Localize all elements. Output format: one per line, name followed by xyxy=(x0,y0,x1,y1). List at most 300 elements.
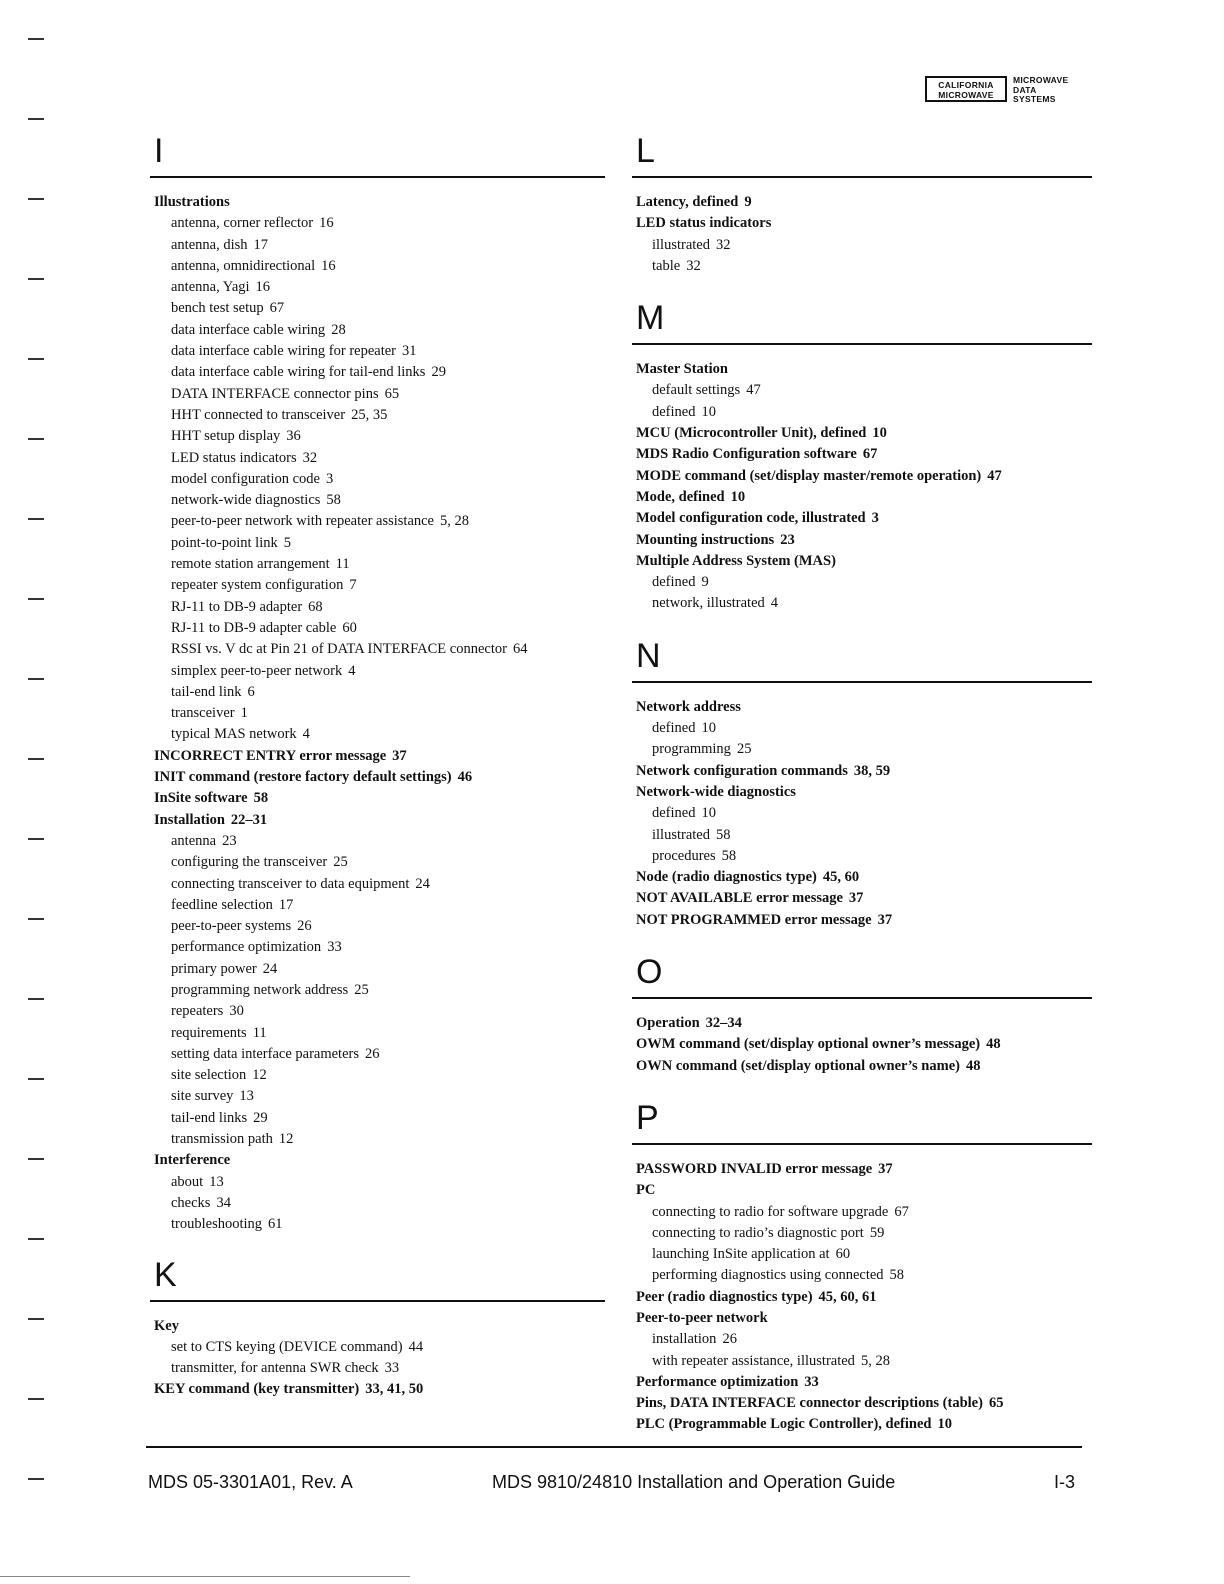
entry-pages: 45, 60, 61 xyxy=(818,1288,877,1305)
entry-text: Peer-to-peer network xyxy=(636,1309,768,1326)
logo-box-line: CALIFORNIA xyxy=(938,80,994,90)
index-subentry xyxy=(150,1108,605,1129)
entry-text: OWM command (set/display optional owner’s message) xyxy=(636,1036,981,1053)
entry-text: programming xyxy=(652,741,731,758)
entry-text: defined xyxy=(652,574,696,591)
entry-text: Operation xyxy=(636,1015,700,1032)
entry-text: data interface cable wiring for tail-end links xyxy=(171,364,426,381)
index-subentry xyxy=(150,362,605,383)
entry-pages: 29 xyxy=(431,364,446,381)
entry-text: HHT connected to transceiver xyxy=(171,406,346,423)
index-entry xyxy=(632,888,1092,909)
index-entry xyxy=(632,1159,1092,1180)
entry-text: troubleshooting xyxy=(171,1216,263,1233)
footer-rule xyxy=(146,1446,1082,1448)
margin-tick xyxy=(28,1398,44,1400)
entry-text: PC xyxy=(636,1182,656,1199)
margin-tick xyxy=(28,358,44,360)
entry-text: Master Station xyxy=(636,361,728,378)
index-entry xyxy=(632,782,1092,803)
entry-text: RSSI vs. V dc at Pin 21 of DATA INTERFACE connector xyxy=(171,641,507,658)
logo-text-line: MICROWAVE xyxy=(1013,75,1069,85)
index-subentry xyxy=(150,959,605,980)
index-section xyxy=(632,1097,1092,1436)
index-subentry xyxy=(150,575,605,596)
index-entry xyxy=(632,1414,1092,1435)
entry-pages: 47 xyxy=(746,382,761,399)
index-subentry xyxy=(150,1044,605,1065)
margin-tick xyxy=(28,838,44,840)
entry-pages: 47 xyxy=(987,467,1002,484)
entry-pages: 32–34 xyxy=(705,1015,742,1032)
index-entry xyxy=(632,1308,1092,1329)
section-letter: K xyxy=(154,1255,177,1294)
index-subentry xyxy=(632,1223,1092,1244)
entry-pages: 25 xyxy=(354,981,369,998)
entry-text: model configuration code xyxy=(171,470,320,487)
index-subentry xyxy=(150,895,605,916)
entry-pages: 1 xyxy=(240,705,248,722)
entry-pages: 65 xyxy=(384,385,400,402)
index-subentry xyxy=(632,1329,1092,1350)
index-subentry xyxy=(150,661,605,682)
entry-text: connecting transceiver to data equipment xyxy=(171,875,410,892)
entry-pages: 24 xyxy=(415,875,430,892)
entry-text: defined xyxy=(652,805,696,822)
section-rule xyxy=(632,681,1092,683)
entry-text: transmitter, for antenna SWR check xyxy=(171,1360,379,1377)
index-subentry xyxy=(150,980,605,1001)
entry-text: table xyxy=(652,257,681,274)
index-subentry xyxy=(632,825,1092,846)
entry-pages: 65 xyxy=(988,1395,1004,1412)
entry-text: checks xyxy=(171,1194,211,1211)
entry-text: transceiver xyxy=(171,705,235,722)
entry-pages: 22–31 xyxy=(230,811,268,828)
entry-text: MDS Radio Configuration software xyxy=(636,446,857,463)
entry-pages: 3 xyxy=(871,510,879,527)
index-subentry xyxy=(150,426,605,447)
margin-tick xyxy=(28,198,44,200)
entry-text: Network address xyxy=(636,698,741,715)
entry-text: INCORRECT ENTRY error message xyxy=(154,747,387,764)
entry-pages: 25 xyxy=(736,741,752,758)
index-entry xyxy=(632,1013,1092,1034)
index-entry xyxy=(632,359,1092,380)
index-entry xyxy=(632,1180,1092,1201)
index-subentry xyxy=(150,1193,605,1214)
entry-pages: 28 xyxy=(331,321,346,338)
entry-pages: 3 xyxy=(325,470,334,487)
index-entry xyxy=(632,867,1092,888)
section-rule xyxy=(632,176,1092,178)
margin-tick xyxy=(28,1478,44,1480)
entry-pages: 48 xyxy=(986,1036,1001,1053)
index-subentry xyxy=(632,380,1092,401)
entry-text: bench test setup xyxy=(171,300,264,317)
entry-text: Model configuration code, illustrated xyxy=(636,510,866,527)
index-subentry xyxy=(150,639,605,660)
entry-pages: 16 xyxy=(319,215,334,232)
index-entry xyxy=(150,810,605,831)
section-rule xyxy=(632,343,1092,345)
section-rule xyxy=(150,176,605,178)
entry-pages: 23 xyxy=(222,832,237,849)
entry-text: repeater system configuration xyxy=(171,577,344,594)
index-subentry xyxy=(150,1023,605,1044)
entry-pages: 10 xyxy=(872,425,887,442)
index-subentry xyxy=(150,320,605,341)
entry-pages: 5, 28 xyxy=(440,513,469,530)
index-entry xyxy=(632,551,1092,572)
index-subentry xyxy=(150,511,605,532)
entry-pages: 33 xyxy=(327,939,342,956)
index-entry xyxy=(632,487,1092,508)
entry-pages: 9 xyxy=(701,574,709,591)
entry-text: typical MAS network xyxy=(171,726,297,743)
entry-pages: 17 xyxy=(253,236,269,253)
entry-pages: 60 xyxy=(342,619,357,636)
index-section xyxy=(632,297,1092,615)
entry-pages: 58 xyxy=(716,826,731,843)
entry-text: PASSWORD INVALID error message xyxy=(636,1160,873,1177)
entry-text: OWN command (set/display optional owner’s name) xyxy=(636,1057,960,1074)
entry-pages: 16 xyxy=(321,257,336,274)
footer-title: MDS 9810/24810 Installation and Operation Guide xyxy=(492,1472,896,1492)
index-subentry xyxy=(150,1001,605,1022)
entry-text: Network configuration commands xyxy=(636,762,848,779)
index-subentry xyxy=(632,1202,1092,1223)
entry-text: KEY command (key transmitter) xyxy=(154,1381,360,1398)
entry-pages: 36 xyxy=(286,428,301,445)
entry-text: network-wide diagnostics xyxy=(171,492,321,509)
entry-text: antenna, omnidirectional xyxy=(171,257,316,274)
entry-pages: 4 xyxy=(348,662,356,679)
index-section xyxy=(150,1254,605,1401)
entry-text: configuring the transceiver xyxy=(171,854,328,871)
entry-text: LED status indicators xyxy=(636,215,772,232)
section-letter: N xyxy=(636,636,661,675)
index-subentry xyxy=(632,739,1092,760)
entry-text: simplex peer-to-peer network xyxy=(171,662,343,679)
index-subentry xyxy=(150,618,605,639)
margin-tick xyxy=(28,998,44,1000)
entry-pages: 4 xyxy=(770,595,779,612)
entry-text: RJ-11 to DB-9 adapter xyxy=(171,598,303,615)
index-subentry xyxy=(150,831,605,852)
entry-pages: 32 xyxy=(686,257,701,274)
entry-pages: 12 xyxy=(278,1131,294,1148)
entry-pages: 67 xyxy=(269,300,285,317)
entry-pages: 48 xyxy=(965,1057,981,1074)
index-entry xyxy=(632,1372,1092,1393)
entry-text: remote station arrangement xyxy=(171,556,330,573)
section-letter: L xyxy=(636,132,655,170)
entry-text: MODE command (set/display master/remote operation) xyxy=(636,467,982,484)
entry-pages: 10 xyxy=(937,1416,952,1433)
entry-pages: 30 xyxy=(229,1003,244,1020)
index-entry xyxy=(632,530,1092,551)
index-subentry xyxy=(150,916,605,937)
margin-tick xyxy=(28,1238,44,1240)
index-section xyxy=(150,130,605,1236)
index-subentry xyxy=(150,597,605,618)
entry-pages: 10 xyxy=(701,805,716,822)
entry-pages: 67 xyxy=(862,446,878,463)
entry-pages: 26 xyxy=(297,918,312,935)
margin-tick xyxy=(28,758,44,760)
entry-text: Mounting instructions xyxy=(636,531,775,548)
entry-pages: 13 xyxy=(209,1173,224,1190)
entry-pages: 10 xyxy=(730,488,746,505)
entry-text: Multiple Address System (MAS) xyxy=(636,552,836,569)
entry-text: defined xyxy=(652,720,696,737)
index-subentry xyxy=(150,490,605,511)
section-rule xyxy=(632,1143,1092,1145)
index-section xyxy=(632,635,1092,931)
index-entry xyxy=(632,761,1092,782)
entry-text: programming network address xyxy=(171,981,349,998)
margin-tick xyxy=(28,518,44,520)
entry-pages: 6 xyxy=(247,683,255,700)
entry-text: point-to-point link xyxy=(171,534,278,551)
index-entry xyxy=(150,1150,605,1171)
margin-tick xyxy=(28,1158,44,1160)
entry-text: HHT setup display xyxy=(171,428,281,445)
index-subentry xyxy=(150,703,605,724)
index-entry xyxy=(632,910,1092,931)
entry-pages: 26 xyxy=(365,1045,380,1062)
index-subentry xyxy=(150,1172,605,1193)
entry-pages: 7 xyxy=(349,577,357,594)
entry-pages: 25, 35 xyxy=(351,406,388,423)
index-subentry xyxy=(632,718,1092,739)
index-subentry xyxy=(632,235,1092,256)
index-subentry xyxy=(150,874,605,895)
index-subentry xyxy=(150,405,605,426)
entry-text: primary power xyxy=(171,960,257,977)
section-letter: M xyxy=(636,299,665,338)
entry-text: connecting to radio for software upgrade xyxy=(652,1203,889,1220)
entry-text: peer-to-peer systems xyxy=(171,918,292,935)
index-subentry xyxy=(150,852,605,873)
index-subentry xyxy=(150,298,605,319)
index-subentry xyxy=(150,469,605,490)
margin-tick xyxy=(28,1318,44,1320)
entry-text: performance optimization xyxy=(171,939,322,956)
entry-pages: 29 xyxy=(253,1109,268,1126)
index-subentry xyxy=(150,1358,605,1379)
entry-pages: 23 xyxy=(780,531,795,548)
entry-text: Key xyxy=(154,1317,179,1334)
index-subentry xyxy=(632,572,1092,593)
entry-pages: 32 xyxy=(302,449,318,466)
scan-edge-line xyxy=(0,1576,410,1577)
logo-text-line: SYSTEMS xyxy=(1013,94,1056,104)
entry-text: RJ-11 to DB-9 adapter cable xyxy=(171,619,337,636)
index-entry xyxy=(632,423,1092,444)
entry-pages: 44 xyxy=(408,1338,424,1355)
margin-tick xyxy=(28,678,44,680)
margin-tick xyxy=(28,598,44,600)
entry-pages: 33, 41, 50 xyxy=(365,1381,424,1398)
entry-text: Network-wide diagnostics xyxy=(636,783,796,800)
index-subentry xyxy=(150,448,605,469)
entry-text: Pins, DATA INTERFACE connector descriptions (table) xyxy=(636,1395,983,1412)
entry-text: LED status indicators xyxy=(171,449,297,466)
entry-text: illustrated xyxy=(652,826,710,843)
index-entry xyxy=(632,1393,1092,1414)
entry-pages: 37 xyxy=(848,890,864,907)
entry-pages: 11 xyxy=(252,1024,267,1041)
entry-pages: 58 xyxy=(889,1267,905,1284)
index-subentry xyxy=(150,682,605,703)
footer-page-number: I-3 xyxy=(1054,1472,1076,1492)
index-entry xyxy=(632,697,1092,718)
index-subentry xyxy=(150,937,605,958)
index-section xyxy=(632,130,1092,277)
index-subentry xyxy=(150,1129,605,1150)
index-subentry xyxy=(632,803,1092,824)
logo-box xyxy=(925,76,1007,102)
entry-text: antenna, Yagi xyxy=(171,279,250,296)
entry-text: tail-end link xyxy=(171,683,242,700)
logo-text xyxy=(1013,76,1068,105)
index-subentry xyxy=(150,724,605,745)
entry-text: transmission path xyxy=(171,1131,273,1148)
section-rule xyxy=(632,997,1092,999)
entry-pages: 17 xyxy=(278,896,294,913)
entry-pages: 45, 60 xyxy=(822,869,860,886)
entry-text: PLC (Programmable Logic Controller), defined xyxy=(636,1416,932,1433)
index-entry xyxy=(150,746,605,767)
entry-text: Performance optimization xyxy=(636,1373,799,1390)
entry-text: Illustrations xyxy=(154,194,230,210)
index-subentry xyxy=(150,1214,605,1235)
index-entry xyxy=(632,466,1092,487)
entry-pages: 59 xyxy=(869,1224,885,1241)
index-subentry xyxy=(632,402,1092,423)
entry-pages: 58 xyxy=(326,492,341,509)
entry-pages: 25 xyxy=(333,854,348,871)
entry-pages: 33 xyxy=(384,1360,400,1377)
entry-pages: 68 xyxy=(308,598,323,615)
entry-text: antenna xyxy=(171,832,217,849)
entry-pages: 33 xyxy=(804,1373,819,1390)
index-subentry xyxy=(150,1065,605,1086)
entry-text: network, illustrated xyxy=(652,595,765,612)
index-subentry xyxy=(150,384,605,405)
entry-text: with repeater assistance, illustrated xyxy=(652,1352,855,1369)
index-entry xyxy=(632,444,1092,465)
entry-text: connecting to radio’s diagnostic port xyxy=(652,1224,864,1241)
index-column-left xyxy=(150,130,605,1419)
entry-text: defined xyxy=(652,403,696,420)
entry-text: site selection xyxy=(171,1067,247,1084)
entry-text: installation xyxy=(652,1331,717,1348)
entry-text: NOT PROGRAMMED error message xyxy=(636,911,872,928)
index-entry xyxy=(632,213,1092,234)
entry-text: NOT AVAILABLE error message xyxy=(636,890,843,907)
entry-pages: 5 xyxy=(283,534,291,551)
index-section xyxy=(632,951,1092,1077)
entry-pages: 10 xyxy=(701,720,716,737)
entry-text: requirements xyxy=(171,1024,247,1041)
entry-text: tail-end links xyxy=(171,1109,248,1126)
index-subentry xyxy=(150,256,605,277)
entry-pages: 37 xyxy=(392,747,407,764)
entry-text: feedline selection xyxy=(171,896,273,913)
margin-tick xyxy=(28,38,44,40)
entry-pages: 5, 28 xyxy=(860,1352,890,1369)
entry-pages: 64 xyxy=(512,641,528,658)
entry-text: peer-to-peer network with repeater assistance xyxy=(171,513,434,530)
entry-text: set to CTS keying (DEVICE command) xyxy=(171,1338,403,1355)
index-subentry xyxy=(632,1244,1092,1265)
entry-pages: 24 xyxy=(262,960,278,977)
entry-text: repeaters xyxy=(171,1003,224,1020)
margin-tick xyxy=(28,438,44,440)
entry-pages: 60 xyxy=(835,1246,851,1263)
index-entry xyxy=(632,1034,1092,1055)
index-subentry xyxy=(150,341,605,362)
entry-text: MCU (Microcontroller Unit), defined xyxy=(636,425,867,442)
entry-pages: 12 xyxy=(252,1067,267,1084)
entry-text: Installation xyxy=(154,811,225,828)
section-letter: P xyxy=(636,1098,659,1137)
entry-text: about xyxy=(171,1173,204,1190)
entry-text: antenna, dish xyxy=(171,236,248,253)
index-subentry xyxy=(150,235,605,256)
entry-pages: 10 xyxy=(701,403,716,420)
entry-text: DATA INTERFACE connector pins xyxy=(171,385,379,402)
index-entry xyxy=(150,767,605,788)
logo-box-line: MICROWAVE xyxy=(938,90,994,100)
margin-tick xyxy=(28,1078,44,1080)
index-entry xyxy=(150,1316,605,1337)
index-subentry xyxy=(150,554,605,575)
index-entry xyxy=(632,1056,1092,1077)
entry-pages: 37 xyxy=(877,911,893,928)
entry-pages: 58 xyxy=(253,790,269,807)
margin-tick xyxy=(28,118,44,120)
entry-text: Latency, defined xyxy=(636,194,739,210)
index-entry xyxy=(632,1287,1092,1308)
index-entry xyxy=(632,508,1092,529)
entry-text: Peer (radio diagnostics type) xyxy=(636,1288,813,1305)
entry-pages: 13 xyxy=(239,1088,254,1105)
entry-pages: 46 xyxy=(457,769,473,786)
entry-text: antenna, corner reflector xyxy=(171,215,314,232)
section-letter: I xyxy=(154,132,164,170)
entry-pages: 34 xyxy=(216,1194,231,1211)
entry-pages: 4 xyxy=(302,726,310,743)
entry-text: Mode, defined xyxy=(636,488,725,505)
entry-pages: 67 xyxy=(894,1203,909,1220)
margin-tick xyxy=(28,278,44,280)
entry-pages: 58 xyxy=(721,847,737,864)
footer-doc-number: MDS 05-3301A01, Rev. A xyxy=(148,1472,353,1492)
entry-pages: 31 xyxy=(402,343,417,360)
entry-text: illustrated xyxy=(652,236,710,253)
index-entry xyxy=(150,788,605,809)
index-subentry xyxy=(632,593,1092,614)
entry-pages: 11 xyxy=(335,556,350,573)
index-subentry xyxy=(150,277,605,298)
section-letter: O xyxy=(636,953,663,992)
index-subentry xyxy=(150,533,605,554)
entry-pages: 37 xyxy=(878,1160,893,1177)
